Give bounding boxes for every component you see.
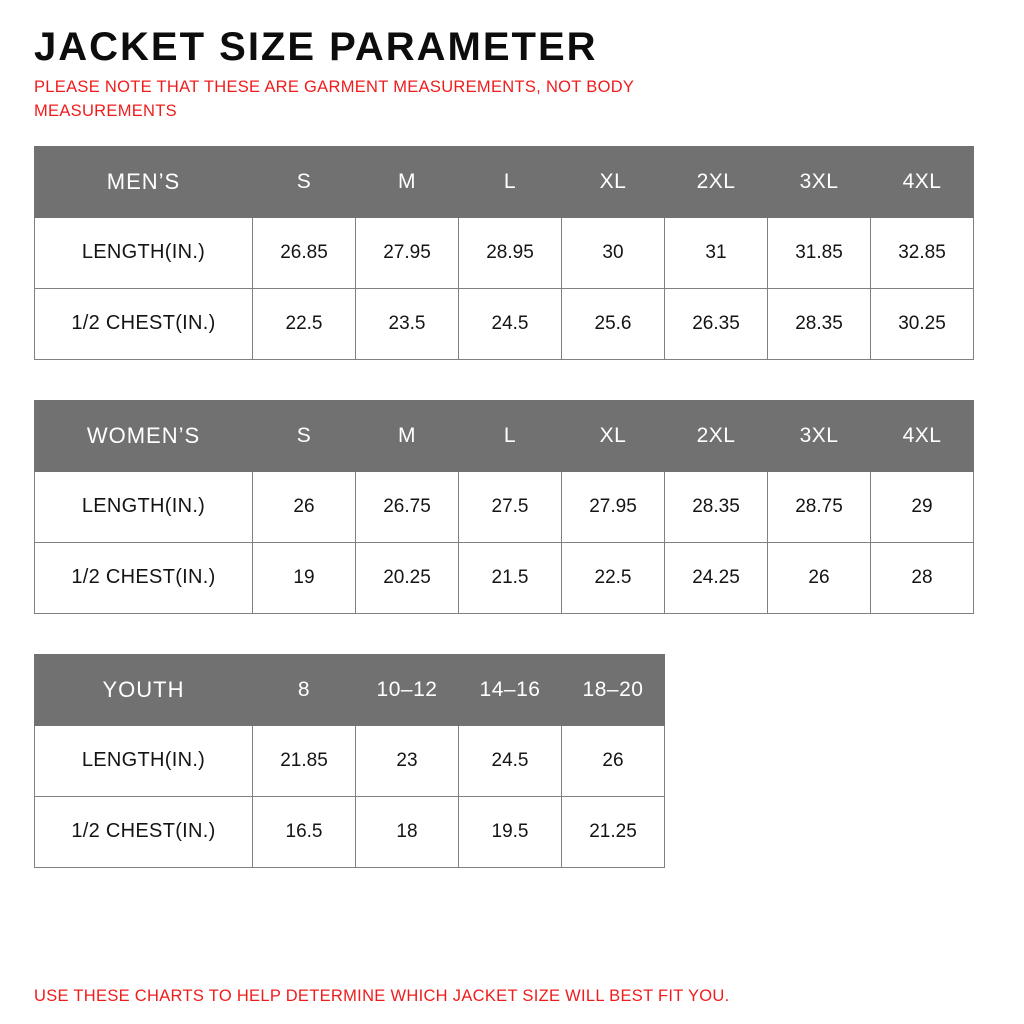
measurement-cell: 26.85 — [253, 217, 356, 288]
measurement-cell: 22.5 — [562, 542, 665, 613]
size-header: 2XL — [665, 146, 768, 217]
table-header-row — [35, 654, 665, 725]
size-header: S — [253, 400, 356, 471]
measurement-cell: 30 — [562, 217, 665, 288]
size-header: 3XL — [768, 146, 871, 217]
table-row — [35, 471, 974, 542]
size-header: L — [459, 400, 562, 471]
measurement-cell: 28.35 — [665, 471, 768, 542]
row-label: 1/2 CHEST(IN.) — [35, 796, 253, 867]
measurement-cell: 23 — [356, 725, 459, 796]
measurement-cell: 28.95 — [459, 217, 562, 288]
measurement-cell: 25.6 — [562, 288, 665, 359]
measurement-cell: 23.5 — [356, 288, 459, 359]
youth-size-table — [34, 654, 665, 868]
mens-corner-label: MEN’S — [35, 146, 253, 217]
table-row — [35, 217, 974, 288]
measurement-cell: 19.5 — [459, 796, 562, 867]
row-label: LENGTH(IN.) — [35, 471, 253, 542]
size-header: 18–20 — [562, 654, 665, 725]
size-header: M — [356, 400, 459, 471]
row-label: LENGTH(IN.) — [35, 217, 253, 288]
size-header: 14–16 — [459, 654, 562, 725]
size-header: 10–12 — [356, 654, 459, 725]
measurement-cell: 26 — [253, 471, 356, 542]
measurement-cell: 27.95 — [356, 217, 459, 288]
measurement-cell: 28 — [871, 542, 974, 613]
measurement-note: PLEASE NOTE THAT THESE ARE GARMENT MEASUREMENTS, NOT BODY MEASUREMENTS — [34, 78, 634, 120]
measurement-cell: 24.25 — [665, 542, 768, 613]
size-header: XL — [562, 146, 665, 217]
measurement-cell: 22.5 — [253, 288, 356, 359]
measurement-cell: 29 — [871, 471, 974, 542]
measurement-cell: 30.25 — [871, 288, 974, 359]
measurement-cell: 19 — [253, 542, 356, 613]
table-header-row — [35, 146, 974, 217]
measurement-cell: 26 — [768, 542, 871, 613]
size-header: M — [356, 146, 459, 217]
measurement-cell: 24.5 — [459, 288, 562, 359]
measurement-cell: 24.5 — [459, 725, 562, 796]
size-header: 2XL — [665, 400, 768, 471]
table-header-row — [35, 400, 974, 471]
size-header: S — [253, 146, 356, 217]
measurement-cell: 31 — [665, 217, 768, 288]
measurement-cell: 18 — [356, 796, 459, 867]
size-header: 4XL — [871, 400, 974, 471]
size-header: 3XL — [768, 400, 871, 471]
measurement-cell: 28.75 — [768, 471, 871, 542]
womens-size-table — [34, 400, 974, 614]
measurement-cell: 26 — [562, 725, 665, 796]
measurement-cell: 20.25 — [356, 542, 459, 613]
measurement-cell: 27.5 — [459, 471, 562, 542]
measurement-cell: 26.75 — [356, 471, 459, 542]
table-row — [35, 542, 974, 613]
womens-corner-label: WOMEN’S — [35, 400, 253, 471]
measurement-cell: 27.95 — [562, 471, 665, 542]
size-header: 8 — [253, 654, 356, 725]
size-header: 4XL — [871, 146, 974, 217]
row-label: 1/2 CHEST(IN.) — [35, 542, 253, 613]
row-label: 1/2 CHEST(IN.) — [35, 288, 253, 359]
measurement-cell: 21.25 — [562, 796, 665, 867]
footer-note: USE THESE CHARTS TO HELP DETERMINE WHICH JACKET SIZE WILL BEST FIT YOU. — [34, 987, 730, 1005]
measurement-cell: 32.85 — [871, 217, 974, 288]
size-header: XL — [562, 400, 665, 471]
measurement-cell: 21.5 — [459, 542, 562, 613]
measurement-cell: 31.85 — [768, 217, 871, 288]
measurement-cell: 28.35 — [768, 288, 871, 359]
table-row — [35, 288, 974, 359]
mens-size-table — [34, 146, 974, 360]
table-row — [35, 796, 665, 867]
row-label: LENGTH(IN.) — [35, 725, 253, 796]
measurement-cell: 26.35 — [665, 288, 768, 359]
measurement-cell: 16.5 — [253, 796, 356, 867]
page-title: JACKET SIZE PARAMETER — [34, 25, 598, 69]
measurement-cell: 21.85 — [253, 725, 356, 796]
table-row — [35, 725, 665, 796]
size-header: L — [459, 146, 562, 217]
youth-corner-label: YOUTH — [35, 654, 253, 725]
